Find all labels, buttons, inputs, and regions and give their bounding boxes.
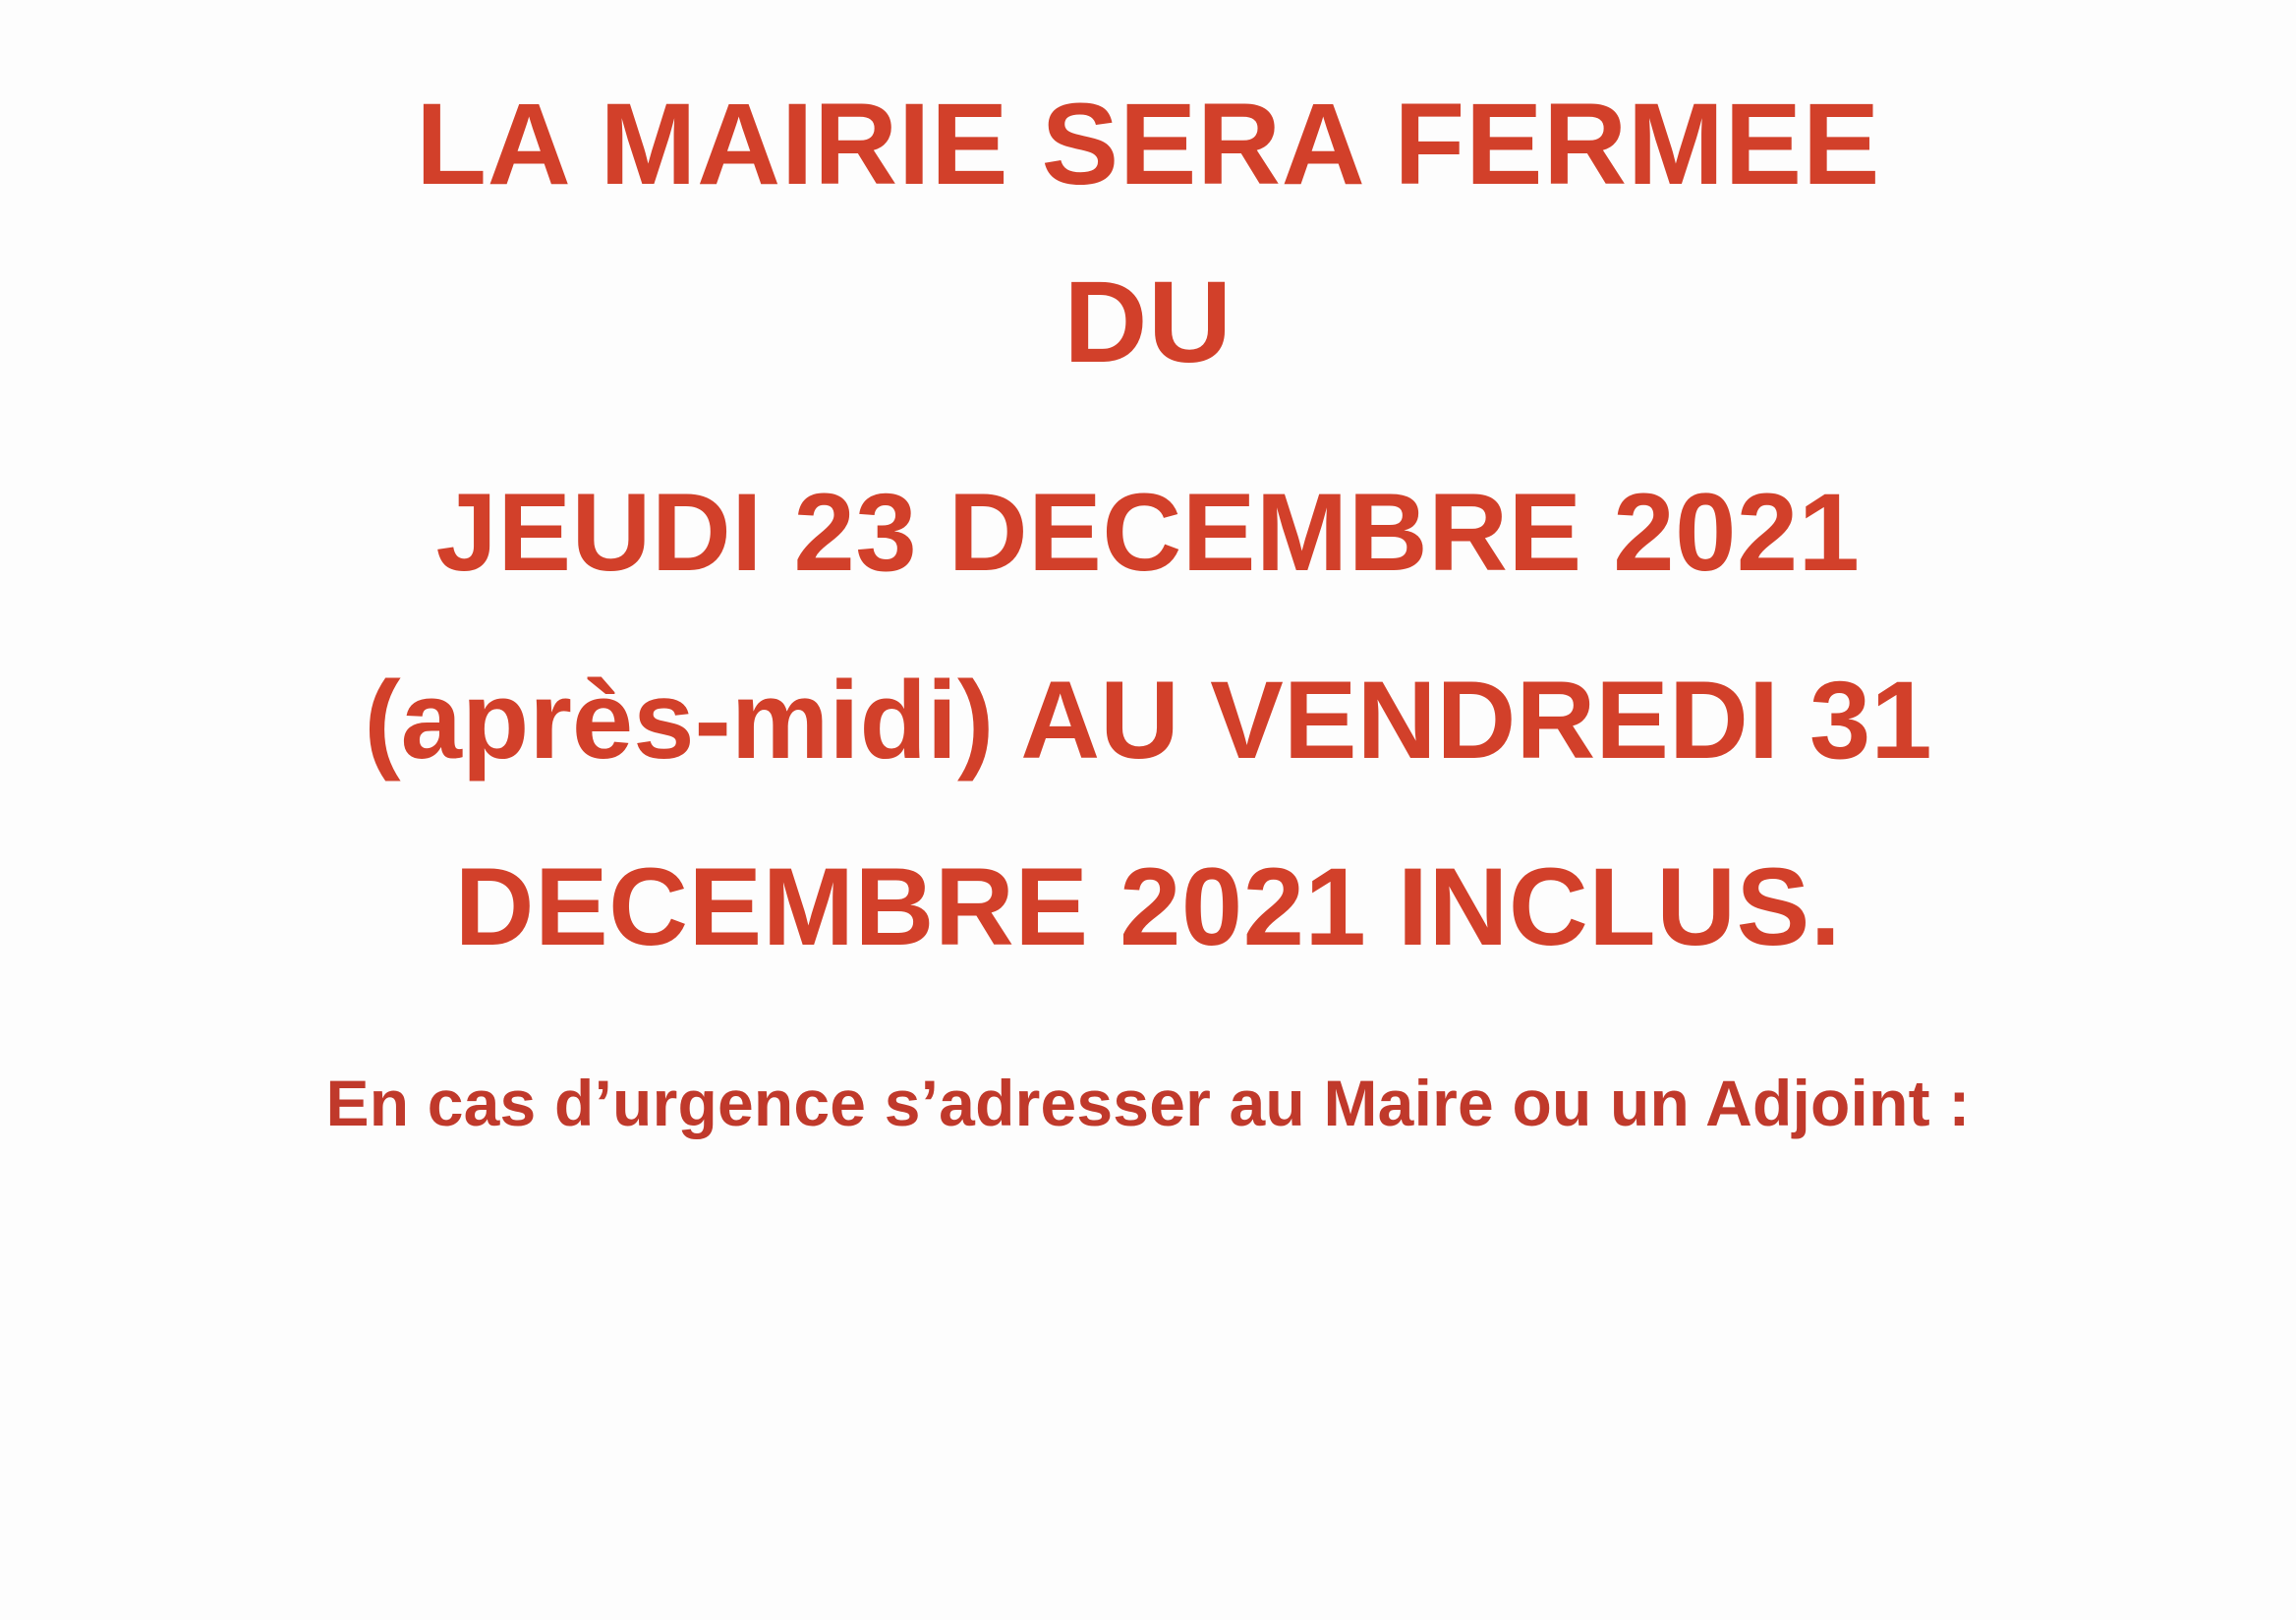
notice-heading-line-2: DU [1063, 258, 1233, 388]
notice-heading-line-4: (après-midi) AU VENDREDI 31 [364, 658, 1932, 781]
notice-footnote: En cas d’urgence s’adresser au Maire ou un Adjoint : [325, 1066, 1971, 1139]
notice-heading-line-5: DECEMBRE 2021 INCLUS. [454, 844, 1842, 968]
notice-heading-line-3: JEUDI 23 DECEMBRE 2021 [435, 471, 1861, 595]
notice-heading-line-1: LA MAIRIE SERA FERMEE [416, 80, 1880, 209]
